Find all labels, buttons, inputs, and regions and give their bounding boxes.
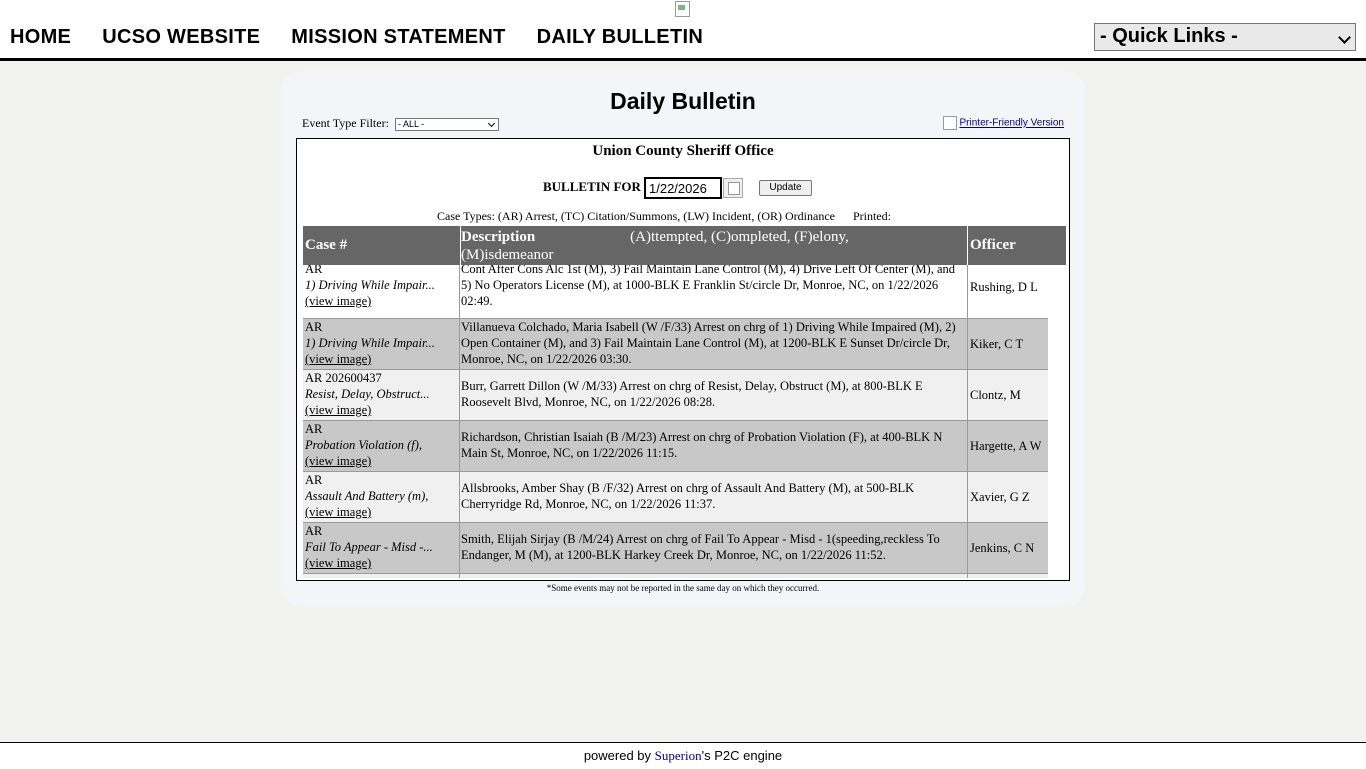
bulletin-box <box>296 138 1070 581</box>
description-cell: Smith, Elijah Sirjay (B /M/24) Arrest on chrg of Fail To Appear - Misd - 1(speeding,reckless To Endanger, M (M), at 1200-BLK Harkey Creek Dr, Monroe, NC, on 1/22/2026 11:52. <box>461 532 940 562</box>
case-cell <box>305 472 457 520</box>
charge-text: Resist, Delay, Obstruct... <box>305 387 430 401</box>
case-types-legend: Case Types: (AR) Arrest, (TC) Citation/Summons, (LW) Incident, (OR) Ordinance Printed: <box>437 209 891 223</box>
officer-cell: Kiker, C T <box>970 337 1024 351</box>
header-description-label: Description <box>461 229 536 245</box>
table-row <box>303 319 1048 370</box>
org-name: Union County Sheriff Office <box>592 143 774 159</box>
header-officer: Officer <box>970 237 1016 253</box>
table-row <box>303 421 1048 472</box>
case-cell <box>305 319 457 367</box>
charge-text: 1) Driving While Impair... <box>305 278 435 292</box>
calendar-icon <box>728 182 740 195</box>
officer-cell: Clontz, M <box>970 388 1021 402</box>
view-image-link[interactable]: (view image) <box>305 294 372 308</box>
header-description <box>461 228 881 264</box>
officer-cell: Jenkins, C N <box>970 541 1035 555</box>
filter-label: Event Type Filter: <box>302 116 389 130</box>
bulletin-panel <box>281 71 1085 607</box>
case-number: AR <box>305 320 323 334</box>
quick-links-value: - Quick Links - <box>1100 25 1238 47</box>
officer-cell: Rushing, D L <box>970 280 1038 294</box>
top-nav-bar <box>0 0 1366 61</box>
nav-mission-statement[interactable]: MISSION STATEMENT <box>291 26 506 48</box>
chevron-down-icon <box>488 120 495 127</box>
page-title: Daily Bulletin <box>610 88 756 114</box>
printer-friendly-link[interactable]: Printer-Friendly Version <box>959 117 1064 129</box>
footer-prefix: powered by <box>583 748 652 763</box>
printer-friendly <box>943 116 1064 130</box>
broken-image-icon <box>675 1 691 17</box>
view-image-link[interactable]: (view image) <box>305 505 372 519</box>
superion-link[interactable]: Superion <box>654 748 702 763</box>
case-number: AR 202600437 <box>305 371 382 385</box>
charge-text: Probation Violation (f), <box>305 438 423 452</box>
footer-suffix: 's P2C engine <box>701 748 783 763</box>
officer-cell: Xavier, G Z <box>970 490 1030 504</box>
view-image-link[interactable]: (view image) <box>305 403 372 417</box>
charge-text: 1) Driving While Impair... <box>305 336 435 350</box>
update-button[interactable]: Update <box>759 180 812 196</box>
view-image-link[interactable]: (view image) <box>305 556 372 570</box>
description-cell: Cont After Cons Alc 1st (M), 3) Fail Maintain Lane Control (M), 4) Drive Left Of Center (M), and 5) No Operators License (M), at 1000-BLK E Franklin St/circle Dr, Monroe, NC, on 1/22/2026 02:49. <box>461 265 956 308</box>
footer <box>0 742 1366 769</box>
table-row <box>303 265 1048 319</box>
case-cell <box>305 421 457 469</box>
quick-links-select[interactable] <box>1094 23 1356 51</box>
printer-icon <box>943 116 957 130</box>
view-image-link[interactable]: (view image) <box>305 454 372 468</box>
view-image-link[interactable]: (view image) <box>305 352 372 366</box>
main-nav <box>10 26 734 49</box>
case-number: AR <box>305 422 323 436</box>
table-row <box>303 472 1048 523</box>
header-description-legend: (A)ttempted, (C)ompleted, (F)elony, (M)isdemeanor <box>461 229 849 263</box>
event-type-value: - ALL - <box>397 118 425 129</box>
case-number: AR <box>305 265 323 276</box>
nav-daily-bulletin[interactable]: DAILY BULLETIN <box>536 26 704 48</box>
footnote: *Some events may not be reported in the same day on which they occurred. <box>546 583 820 593</box>
table-row <box>303 574 1048 578</box>
case-cell <box>305 265 457 309</box>
bulletin-for-label: BULLETIN FOR <box>543 179 641 194</box>
bulletin-rows[interactable] <box>303 265 1048 578</box>
officer-cell: Hargette, A W <box>970 439 1042 453</box>
event-type-filter <box>302 116 499 131</box>
description-cell: Villanueva Colchado, Maria Isabell (W /F/33) Arrest on chrg of 1) Driving While Impaired (M), 2) Open Container (M), and 3) Fail Maintain Lane Control (M), at 1200-BLK E Sunset Dr/circle Dr, Monroe, NC, on 1/22/2026 03:30. <box>461 320 956 366</box>
bulletin-date-input[interactable]: 1/22/2026 <box>644 177 722 199</box>
description-cell: Burr, Garrett Dillon (W /M/33) Arrest on chrg of Resist, Delay, Obstruct (M), at 800-BLK E Roosevelt Blvd, Monroe, NC, on 1/22/2026 08:28. <box>461 379 923 409</box>
header-case: Case # <box>305 237 348 253</box>
case-cell <box>305 523 457 571</box>
chevron-down-icon <box>1338 31 1351 44</box>
calendar-button[interactable] <box>723 178 743 198</box>
nav-home[interactable]: HOME <box>10 26 72 48</box>
charge-text: Fail To Appear - Misd -... <box>305 540 433 554</box>
case-number: AR <box>305 473 323 487</box>
event-type-select[interactable] <box>395 118 499 131</box>
case-cell <box>305 370 457 418</box>
nav-ucso-website[interactable]: UCSO WEBSITE <box>102 26 261 48</box>
description-cell: Allsbrooks, Amber Shay (B /F/32) Arrest on chrg of Assault And Battery (M), at 500-BLK Cherryridge Rd, Monroe, NC, on 1/22/2026 11:37. <box>461 481 915 511</box>
description-cell: Richardson, Christian Isaiah (B /M/23) Arrest on chrg of Probation Violation (F), at 400-BLK N Main St, Monroe, NC, on 1/22/2026 11:15. <box>461 430 943 460</box>
table-header <box>303 226 1066 265</box>
case-number: AR <box>305 524 323 538</box>
table-row <box>303 370 1048 421</box>
charge-text: Assault And Battery (m), <box>305 489 429 503</box>
table-row <box>303 523 1048 574</box>
